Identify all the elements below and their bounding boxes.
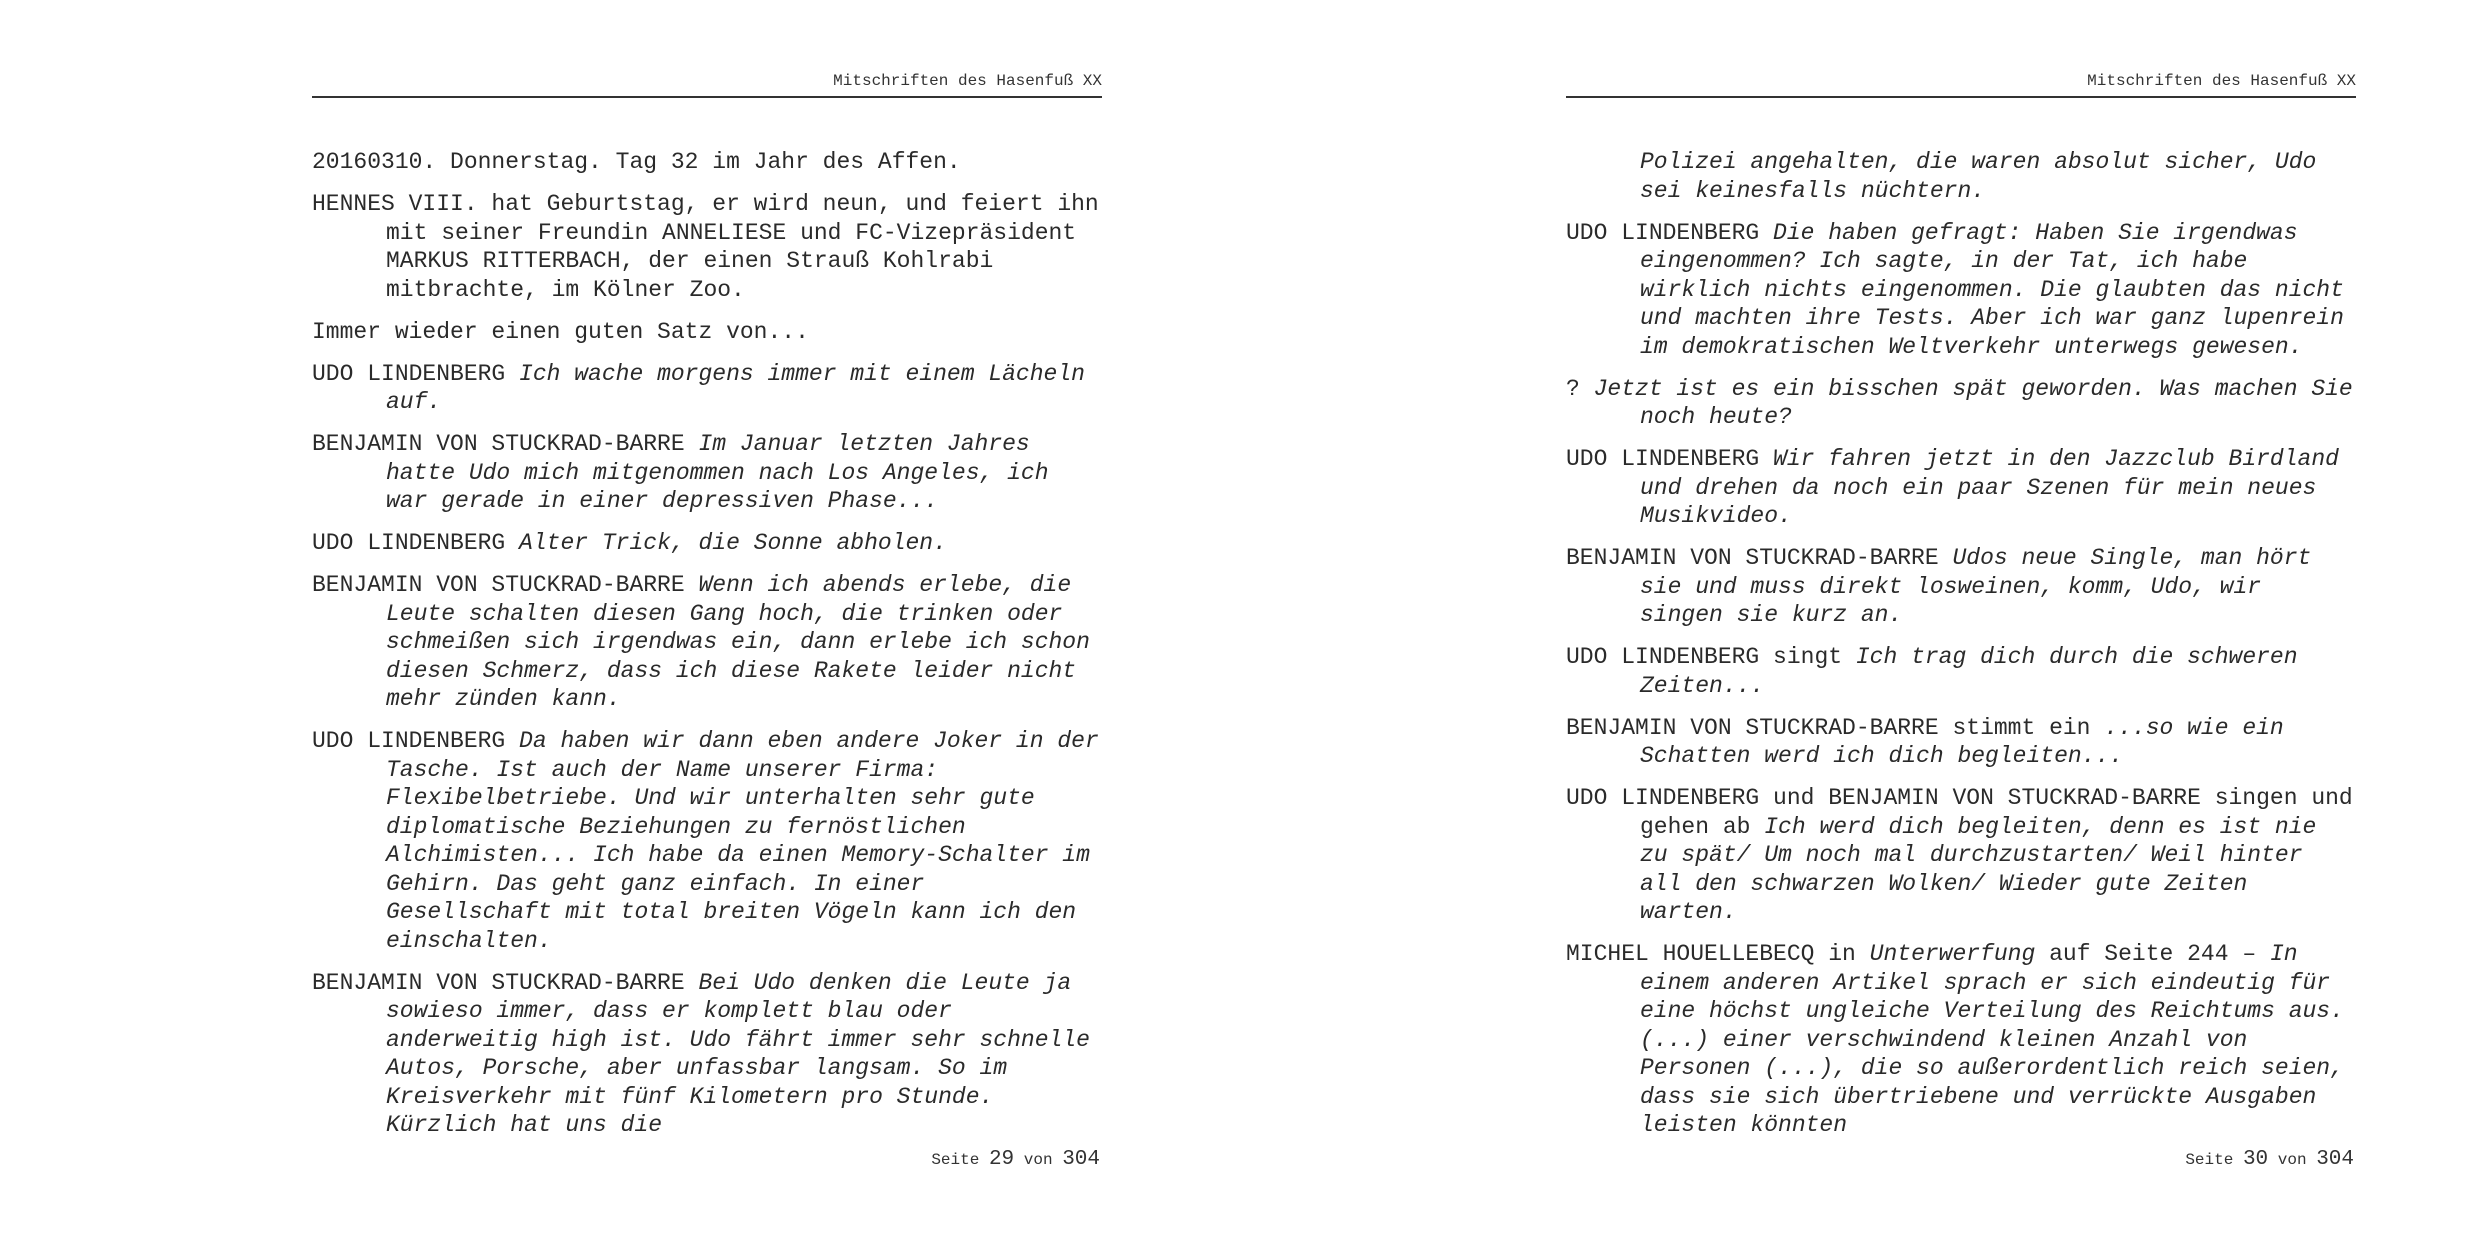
italic-text: Wenn ich abends erlebe, die Leute schalten diesen Gang hoch, die trinken oder schmeißen sich irgendwas ein, dann erlebe ich schon diesen Schmerz, dass ich diese Rakete leider nicht mehr zünden kann. (386, 572, 1090, 712)
text-paragraph (312, 190, 1102, 304)
text-run: Immer wieder einen guten Satz von... (312, 318, 809, 345)
text-paragraph (1566, 445, 2356, 531)
italic-text: In einem anderen Artikel sprach er sich eindeutig für eine höchst ungleiche Verteilung des Reichtums aus. (...) einer verschwindend kleinen Anzahl von Personen (...), die so außerordentlich reich seien, dass sie sich übertriebene und verrückte Ausgaben leisten könnten (1640, 941, 2344, 1138)
text-paragraph (1566, 784, 2356, 927)
text-run: BENJAMIN VON STUCKRAD-BARRE (312, 572, 699, 598)
page-body (312, 148, 1102, 1153)
page-number: 29 (988, 1148, 1015, 1171)
italic-text: Ich wache morgens immer mit einem Lächeln auf. (386, 360, 1085, 415)
left-page (312, 0, 1102, 1240)
text-paragraph (312, 318, 1102, 347)
footer-prefix: Seite (2185, 1151, 2234, 1169)
text-run: UDO LINDENBERG singt (1566, 644, 1856, 670)
text-paragraph (1566, 219, 2356, 362)
text-paragraph (312, 360, 1102, 417)
running-header: Mitschriften des Hasenfuß XX (1566, 72, 2356, 98)
text-run: HENNES VIII. hat Geburtstag, er wird neun, und feiert ihn mit seiner Freundin ANNELIESE und FC-Vizepräsident MARKUS RITTERBACH, der einen Strauß Kohlrabi mitbrachte, im Kölner Zoo. (312, 191, 1099, 303)
footer-prefix: Seite (931, 1151, 980, 1169)
text-run: UDO LINDENBERG (1566, 446, 1774, 472)
total-pages: 304 (1062, 1148, 1100, 1171)
text-paragraph (1566, 375, 2356, 432)
italic-text: Wir fahren jetzt in den Jazzclub Birdland und drehen da noch ein paar Szenen für mein neues Musikvideo. (1640, 446, 2339, 529)
running-header: Mitschriften des Hasenfuß XX (312, 72, 1102, 98)
text-run: BENJAMIN VON STUCKRAD-BARRE (312, 431, 699, 457)
text-paragraph (1566, 940, 2356, 1140)
text-paragraph (1566, 643, 2356, 700)
text-run: BENJAMIN VON STUCKRAD-BARRE (312, 969, 699, 996)
text-run: BENJAMIN VON STUCKRAD-BARRE stimmt ein (1566, 714, 2105, 741)
italic-text: Da haben wir dann eben andere Joker in der Tasche. Ist auch der Name unserer Firma: Flexibelbetriebe. Und wir unterhalten sehr gute diplomatische Beziehungen zu fernöstlichen Alchimisten... Ich habe da einen Memory-Schalter im Gehirn. Das geht ganz einfach. In einer Gesellschaft mit total breiten Vögeln kann ich den einschalten. (386, 728, 1099, 954)
page-footer (2185, 1148, 2354, 1171)
text-paragraph (312, 969, 1102, 1140)
text-paragraph (312, 727, 1102, 955)
italic-text: Unterwerfung (1869, 941, 2036, 967)
total-pages: 304 (2316, 1148, 2354, 1171)
italic-text: Ich werd dich begleiten, denn es ist nie zu spät/ Um noch mal durchzustarten/ Weil hinter all den schwarzen Wolken/ Wieder gute Zeiten warten. (1640, 813, 2317, 925)
footer-of: von (1023, 1151, 1053, 1169)
text-run: BENJAMIN VON STUCKRAD-BARRE (1566, 545, 1953, 571)
text-paragraph (312, 571, 1102, 714)
text-paragraph (1566, 714, 2356, 771)
text-paragraph (1566, 544, 2356, 630)
page-body (1566, 148, 2356, 1153)
text-run: auf Seite 244 – (2035, 941, 2270, 967)
italic-text: Udos neue Single, man hört sie und muss direkt losweinen, komm, Udo, wir singen sie kurz an. (1640, 545, 2312, 628)
text-run: UDO LINDENBERG und BENJAMIN VON STUCKRAD-BARRE singen und gehen ab (1566, 785, 2353, 840)
right-page (1566, 0, 2356, 1240)
page-number: 30 (2242, 1148, 2269, 1171)
italic-text: Die haben gefragt: Haben Sie irgendwas eingenommen? Ich sagte, in der Tat, ich habe wirklich nichts eingenommen. Die glaubten das nicht und machten ihre Tests. Aber ich war ganz lupenrein im demokratischen Weltverkehr unterwegs gewesen. (1640, 219, 2344, 360)
text-run: UDO LINDENBERG (1566, 219, 1774, 246)
text-run: 20160310. Donnerstag. Tag 32 im Jahr des Affen. (312, 149, 961, 175)
text-run: ? (1566, 375, 1594, 402)
italic-text: ...so wie ein Schatten werd ich dich begleiten... (1640, 714, 2284, 769)
text-paragraph (312, 148, 1102, 177)
italic-text: Ich trag dich durch die schweren Zeiten... (1640, 644, 2298, 699)
footer-of: von (2277, 1151, 2307, 1169)
italic-text: Alter Trick, die Sonne abholen. (519, 530, 947, 556)
text-paragraph (312, 529, 1102, 558)
text-run: UDO LINDENBERG (312, 728, 520, 754)
italic-text: Im Januar letzten Jahres hatte Udo mich mitgenommen nach Los Angeles, ich war gerade in einer depressiven Phase... (386, 431, 1049, 514)
text-run: UDO LINDENBERG (312, 530, 520, 556)
italic-text: Jetzt ist es ein bisschen spät geworden. Was machen Sie noch heute? (1593, 375, 2353, 430)
text-run: MICHEL HOUELLEBECQ in (1566, 941, 1870, 967)
text-paragraph (1566, 148, 2356, 205)
italic-text: Bei Udo denken die Leute ja sowieso immer, dass er komplett blau oder anderweitig high ist. Udo fährt immer sehr schnelle Autos, Porsche, aber unfassbar langsam. So im Kreisverkehr mit fünf Kilometern pro Stunde. Kürzlich hat uns die (386, 969, 1090, 1138)
text-run: UDO LINDENBERG (312, 360, 520, 387)
italic-text: Polizei angehalten, die waren absolut sicher, Udo sei keinesfalls nüchtern. (1640, 149, 2317, 204)
text-paragraph (312, 430, 1102, 516)
page-footer (931, 1148, 1100, 1171)
